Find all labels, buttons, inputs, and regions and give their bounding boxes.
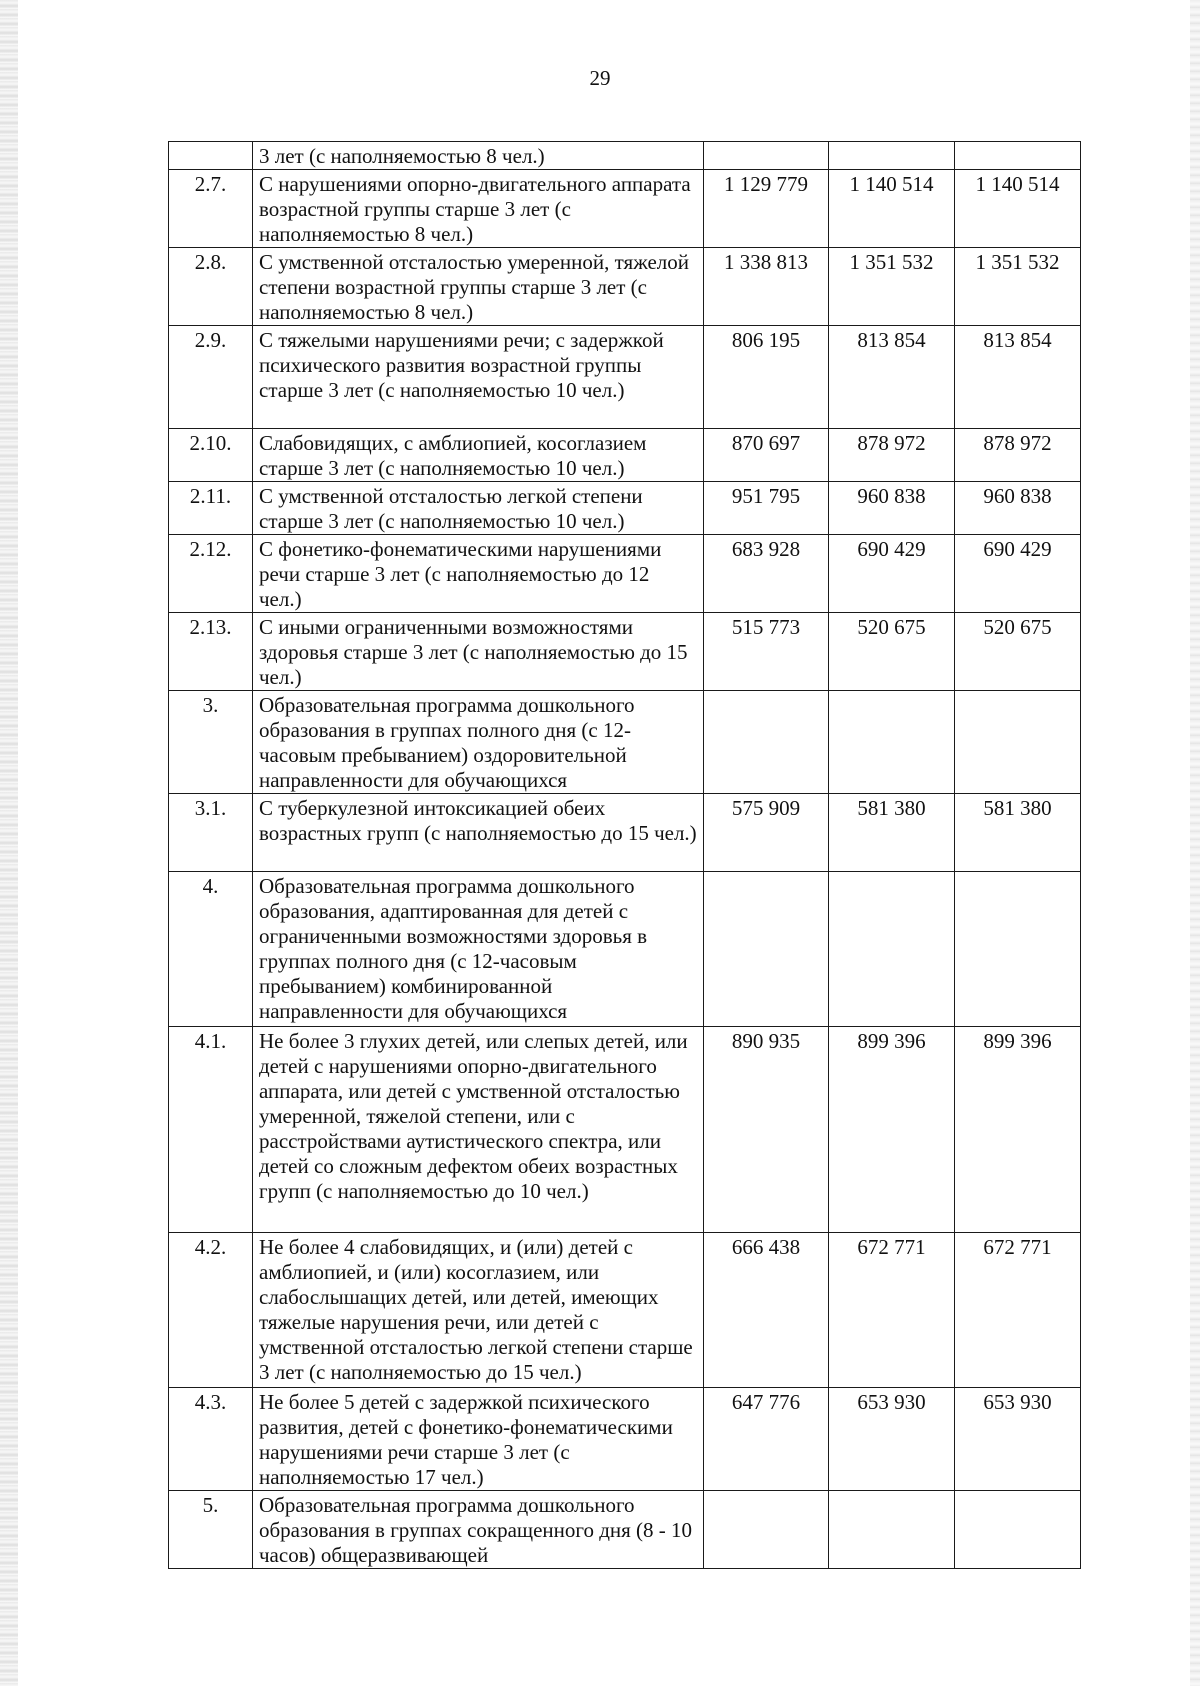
row-description: С тяжелыми нарушениями речи; с задержкой психического развития возрастной группы старше 3 лет (с наполняемостью 10 чел.) xyxy=(253,326,704,429)
row-value-3 xyxy=(955,872,1081,1027)
row-number: 4.2. xyxy=(169,1233,253,1388)
row-description: Не более 3 глухих детей, или слепых детей, или детей с нарушениями опорно-двигательного аппарата, или детей с умственной отсталостью умеренной, тяжелой степени, или с расстройствами аутистического спектра, или детей со сложным дефектом обеих возрастных групп (с наполняемостью до 10 чел.) xyxy=(253,1027,704,1233)
row-number: 3.1. xyxy=(169,794,253,872)
row-value-2: 1 351 532 xyxy=(829,248,955,326)
row-value-3: 581 380 xyxy=(955,794,1081,872)
row-number: 4. xyxy=(169,872,253,1027)
table-row xyxy=(169,482,1081,535)
table-row xyxy=(169,1233,1081,1388)
row-number: 2.8. xyxy=(169,248,253,326)
row-value-1: 890 935 xyxy=(704,1027,829,1233)
row-number: 4.1. xyxy=(169,1027,253,1233)
table-row xyxy=(169,326,1081,429)
row-value-2 xyxy=(829,142,955,170)
row-value-3: 899 396 xyxy=(955,1027,1081,1233)
row-value-3 xyxy=(955,691,1081,794)
row-value-1 xyxy=(704,1491,829,1569)
row-number: 2.10. xyxy=(169,429,253,482)
row-value-2 xyxy=(829,691,955,794)
table-row xyxy=(169,1491,1081,1569)
row-description: Образовательная программа дошкольного образования в группах полного дня (с 12-часовым пребыванием) оздоровительной направленности для обучающихся xyxy=(253,691,704,794)
row-value-1: 951 795 xyxy=(704,482,829,535)
table-row xyxy=(169,142,1081,170)
row-value-1: 870 697 xyxy=(704,429,829,482)
row-value-1: 647 776 xyxy=(704,1388,829,1491)
row-value-3: 520 675 xyxy=(955,613,1081,691)
table-row xyxy=(169,429,1081,482)
row-value-2: 899 396 xyxy=(829,1027,955,1233)
table-row xyxy=(169,1027,1081,1233)
table-row xyxy=(169,613,1081,691)
row-description: С нарушениями опорно-двигательного аппарата возрастной группы старше 3 лет (с наполняемостью 8 чел.) xyxy=(253,170,704,248)
row-number: 2.7. xyxy=(169,170,253,248)
row-value-3: 1 140 514 xyxy=(955,170,1081,248)
row-description: Не более 5 детей с задержкой психического развития, детей с фонетико-фонематическими нарушениями речи старше 3 лет (с наполняемостью 17 чел.) xyxy=(253,1388,704,1491)
row-number: 2.9. xyxy=(169,326,253,429)
row-description: Не более 4 слабовидящих, и (или) детей с амблиопией, и (или) косоглазием, или слабослышащих детей, или детей, имеющих тяжелые нарушения речи, или детей с умственной отсталостью легкой степени старше 3 лет (с наполняемостью до 15 чел.) xyxy=(253,1233,704,1388)
row-value-1: 683 928 xyxy=(704,535,829,613)
row-value-1: 575 909 xyxy=(704,794,829,872)
row-value-3 xyxy=(955,1491,1081,1569)
table-row xyxy=(169,248,1081,326)
row-number: 2.13. xyxy=(169,613,253,691)
row-value-2: 690 429 xyxy=(829,535,955,613)
row-value-1: 666 438 xyxy=(704,1233,829,1388)
table-row xyxy=(169,1388,1081,1491)
row-value-2: 960 838 xyxy=(829,482,955,535)
row-number xyxy=(169,142,253,170)
row-value-2 xyxy=(829,1491,955,1569)
row-value-3: 813 854 xyxy=(955,326,1081,429)
row-value-3 xyxy=(955,142,1081,170)
row-value-3: 690 429 xyxy=(955,535,1081,613)
cost-table xyxy=(168,141,1081,1569)
row-number: 4.3. xyxy=(169,1388,253,1491)
table-row xyxy=(169,691,1081,794)
row-value-3: 653 930 xyxy=(955,1388,1081,1491)
row-value-2: 672 771 xyxy=(829,1233,955,1388)
row-value-1: 1 129 779 xyxy=(704,170,829,248)
row-description: С иными ограниченными возможностями здоровья старше 3 лет (с наполняемостью до 15 чел.) xyxy=(253,613,704,691)
row-number: 3. xyxy=(169,691,253,794)
row-value-2: 520 675 xyxy=(829,613,955,691)
row-description: Образовательная программа дошкольного образования, адаптированная для детей с ограниченными возможностями здоровья в группах полного дня (с 12-часовым пребыванием) комбинированной направленности для обучающихся xyxy=(253,872,704,1027)
row-value-2: 1 140 514 xyxy=(829,170,955,248)
row-description: С фонетико-фонематическими нарушениями речи старше 3 лет (с наполняемостью до 12 чел.) xyxy=(253,535,704,613)
row-value-1 xyxy=(704,872,829,1027)
row-number: 5. xyxy=(169,1491,253,1569)
row-value-1: 1 338 813 xyxy=(704,248,829,326)
row-value-2: 653 930 xyxy=(829,1388,955,1491)
row-number: 2.12. xyxy=(169,535,253,613)
page-number: 29 xyxy=(589,66,611,90)
row-value-2 xyxy=(829,872,955,1027)
row-value-1 xyxy=(704,142,829,170)
row-value-2: 878 972 xyxy=(829,429,955,482)
table-row xyxy=(169,170,1081,248)
table-row xyxy=(169,535,1081,613)
row-description: С туберкулезной интоксикацией обеих возрастных групп (с наполняемостью до 15 чел.) xyxy=(253,794,704,872)
row-value-3: 1 351 532 xyxy=(955,248,1081,326)
row-value-2: 581 380 xyxy=(829,794,955,872)
row-description: С умственной отсталостью умеренной, тяжелой степени возрастной группы старше 3 лет (с наполняемостью 8 чел.) xyxy=(253,248,704,326)
row-value-1: 515 773 xyxy=(704,613,829,691)
table-row xyxy=(169,794,1081,872)
row-description: 3 лет (с наполняемостью 8 чел.) xyxy=(253,142,704,170)
row-value-3: 672 771 xyxy=(955,1233,1081,1388)
row-value-3: 878 972 xyxy=(955,429,1081,482)
row-number: 2.11. xyxy=(169,482,253,535)
row-value-3: 960 838 xyxy=(955,482,1081,535)
scan-edge-left xyxy=(0,0,18,1686)
row-description: Образовательная программа дошкольного образования в группах сокращенного дня (8 - 10 часов) общеразвивающей xyxy=(253,1491,704,1569)
row-value-1: 806 195 xyxy=(704,326,829,429)
row-description: Слабовидящих, с амблиопией, косоглазием старше 3 лет (с наполняемостью 10 чел.) xyxy=(253,429,704,482)
scan-edge-right xyxy=(1190,0,1200,1686)
row-value-2: 813 854 xyxy=(829,326,955,429)
table-row xyxy=(169,872,1081,1027)
row-description: С умственной отсталостью легкой степени старше 3 лет (с наполняемостью 10 чел.) xyxy=(253,482,704,535)
row-value-1 xyxy=(704,691,829,794)
